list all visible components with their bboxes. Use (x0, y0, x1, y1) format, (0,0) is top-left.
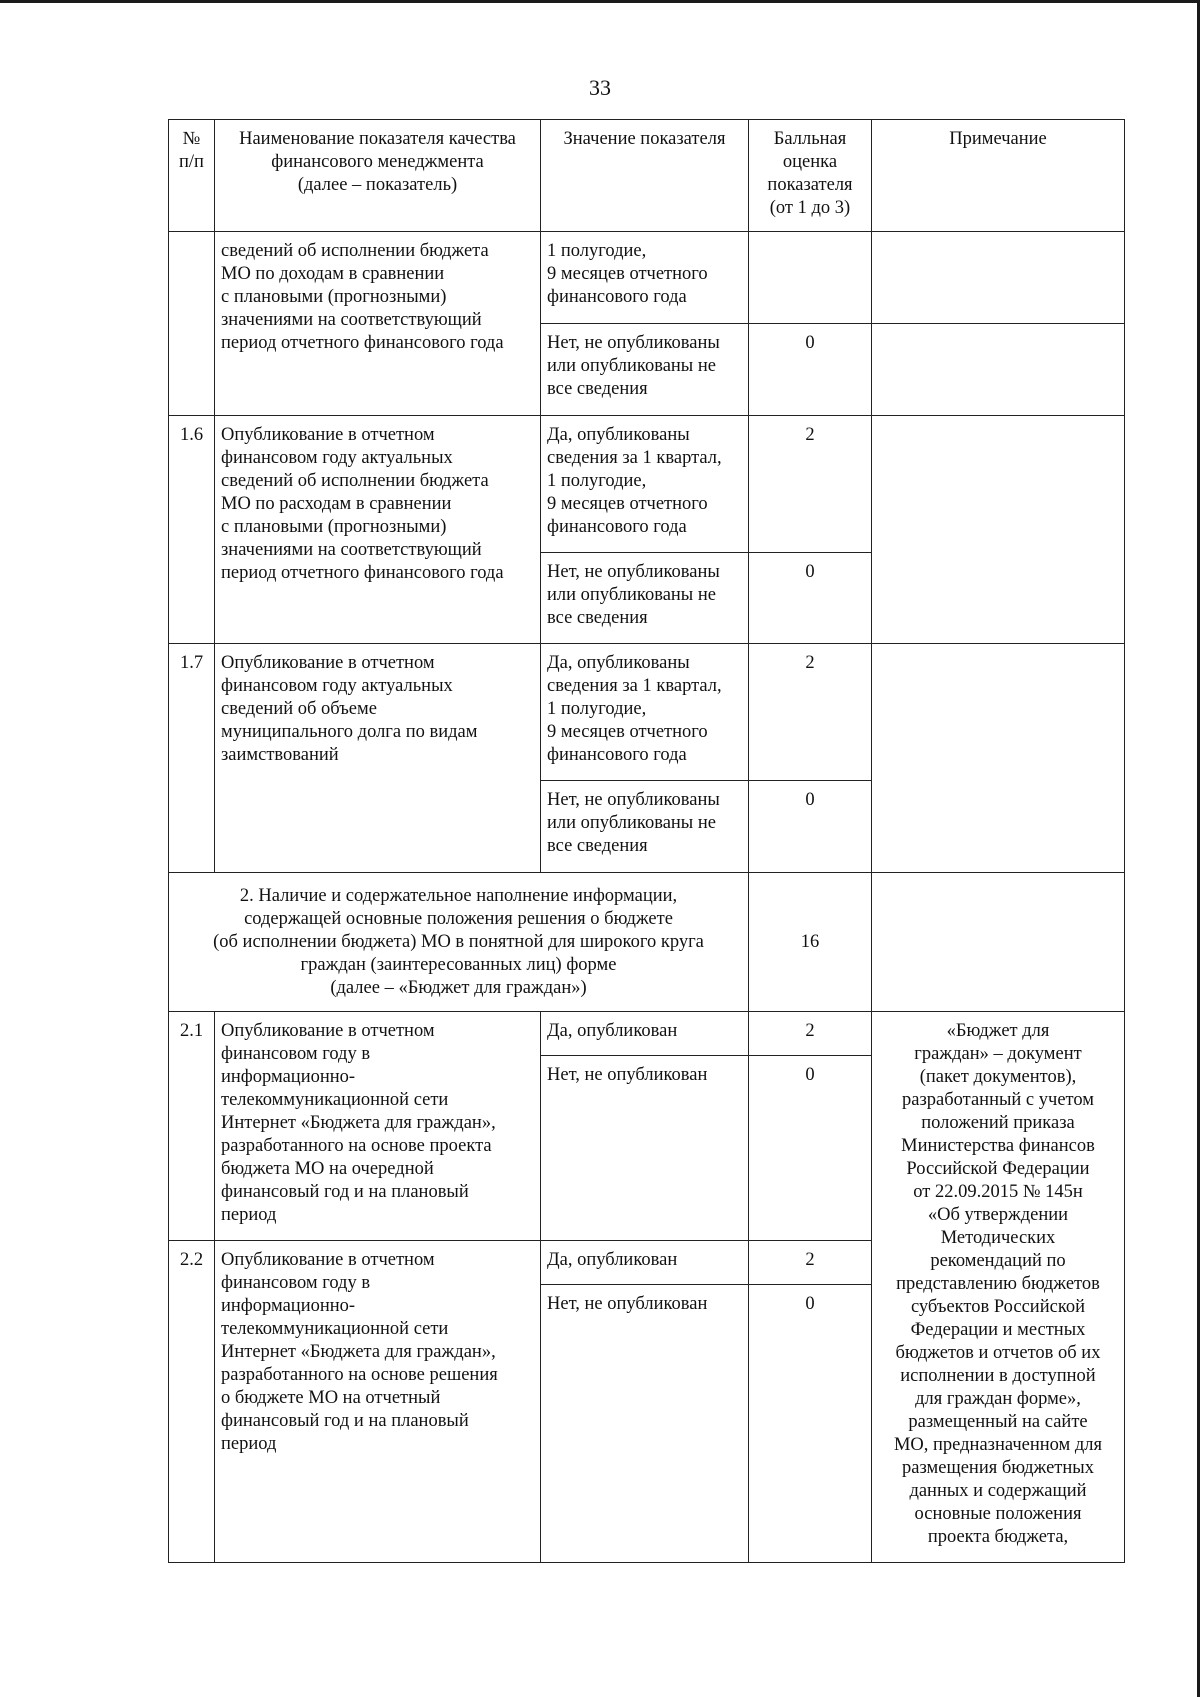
section-score: 16 (749, 872, 872, 1011)
row-note (872, 872, 1125, 1011)
row-value: 1 полугодие, 9 месяцев отчетного финансового года (541, 232, 749, 324)
row-value: Да, опубликованы сведения за 1 квартал, 1 полугодие, 9 месяцев отчетного финансового года (541, 415, 749, 552)
row-value: Нет, не опубликованы или опубликованы не все сведения (541, 324, 749, 415)
row-score: 2 (749, 1241, 872, 1285)
row-value: Нет, не опубликованы или опубликованы не все сведения (541, 552, 749, 643)
row-value: Нет, не опубликованы или опубликованы не все сведения (541, 781, 749, 872)
row-num: 1.6 (169, 415, 215, 643)
page-number: 33 (589, 75, 611, 100)
row-score: 2 (749, 644, 872, 781)
section-row (169, 872, 1125, 1011)
row-num: 2.2 (169, 1241, 215, 1563)
row-note (872, 415, 1125, 643)
row-value: Нет, не опубликован (541, 1285, 749, 1563)
row-score: 2 (749, 1011, 872, 1055)
row-num: 1.7 (169, 644, 215, 872)
table-row (169, 232, 1125, 324)
scan-edge-top (0, 0, 1200, 3)
row-score: 0 (749, 1285, 872, 1563)
row-name: Опубликование в отчетном финансовом году в информационно- телекоммуникационной сети Интернет «Бюджета для граждан», разработанного на основе проекта бюджета МО на очередной финансовый год и на плановый период (215, 1011, 541, 1240)
header-note: Примечание (872, 120, 1125, 232)
row-name: сведений об исполнении бюджета МО по доходам в сравнении с плановыми (прогнозными) значениями на соответствующий период отчетного финансового года (215, 232, 541, 415)
table-row (169, 415, 1125, 552)
section-title: 2. Наличие и содержательное наполнение информации, содержащей основные положения решения о бюджете (об исполнении бюджета) МО в понятной для широкого круга граждан (заинтересованных лиц) форме (далее – «Бюджет для граждан») (169, 872, 749, 1011)
row-value: Да, опубликован (541, 1011, 749, 1055)
header-score: Балльная оценка показателя (от 1 до 3) (749, 120, 872, 232)
row-note (872, 324, 1125, 415)
row-name: Опубликование в отчетном финансовом году актуальных сведений об объеме муниципального долга по видам заимствований (215, 644, 541, 872)
indicator-table (168, 119, 1125, 1563)
header-value: Значение показателя (541, 120, 749, 232)
row-num (169, 232, 215, 415)
row-note (872, 232, 1125, 324)
row-value: Да, опубликованы сведения за 1 квартал, 1 полугодие, 9 месяцев отчетного финансового года (541, 644, 749, 781)
header-num: № п/п (169, 120, 215, 232)
row-note (872, 644, 1125, 872)
row-name: Опубликование в отчетном финансовом году актуальных сведений об исполнении бюджета МО по расходам в сравнении с плановыми (прогнозными) значениями на соответствующий период отчетного финансового года (215, 415, 541, 643)
row-score: 2 (749, 415, 872, 552)
row-score: 0 (749, 1055, 872, 1240)
table-row (169, 1011, 1125, 1055)
row-num: 2.1 (169, 1011, 215, 1240)
header-name: Наименование показателя качества финансового менеджмента (далее – показатель) (215, 120, 541, 232)
row-value: Да, опубликован (541, 1241, 749, 1285)
row-score: 0 (749, 781, 872, 872)
row-score (749, 232, 872, 324)
table-header-row (169, 120, 1125, 232)
row-name: Опубликование в отчетном финансовом году в информационно- телекоммуникационной сети Интернет «Бюджета для граждан», разработанного на основе решения о бюджете МО на отчетный финансовый год и на плановый период (215, 1241, 541, 1563)
table-row (169, 644, 1125, 781)
row-value: Нет, не опубликован (541, 1055, 749, 1240)
row-score: 0 (749, 324, 872, 415)
row-score: 0 (749, 552, 872, 643)
note-budget-for-citizens: «Бюджет для граждан» – документ (пакет документов), разработанный с учетом положений приказа Министерства финансов Российской Федерации от 22.09.2015 № 145н «Об утверждении Методических рекомендаций по представлению бюджетов субъектов Российской Федерации и местных бюджетов и отчетов об их исполнении в доступной для граждан форме», размещенный на сайте МО, предназначенном для размещения бюджетных данных и содержащий основные положения проекта бюджета, (872, 1011, 1125, 1562)
